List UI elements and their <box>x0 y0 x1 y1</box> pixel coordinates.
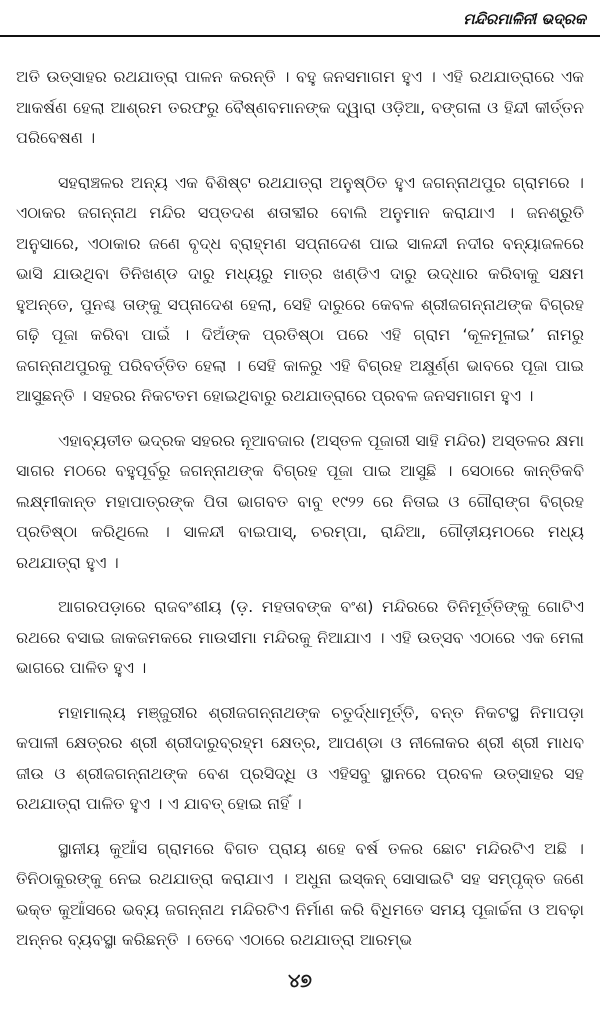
paragraph: ଏହାବ୍ୟତୀତ ଭଦ୍ରକ ସହରର ନୂଆବଜାର (ଅସ୍ତଳ ପୂଜାରୀ ସାହି ମନ୍ଦିର) ଅସ୍ତଳର କ୍ଷମା ସାଗର ମଠରେ ବହୁପୂର୍ବରୁ ଜଗନ୍ନାଥଙ୍କ ବିଗ୍ରହ ପୂଜା ପାଇ ଆସୁଛି । ସେଠାରେ କାନ୍ତିକବି ଲକ୍ଷ୍ମୀକାନ୍ତ ମହାପାତ୍ରଙ୍କ ପିତା ଭାଗବତ ବାବୁ ୧୯୨୨ ରେ ନିତାଇ ଓ ଗୌରାଙ୍ଗ ବିଗ୍ରହ ପ୍ରତିଷ୍ଠା କରିଥିଲେ । ସାଳନ୍ଦୀ ବାଇପାସ୍, ଚରମ୍ପା, ରାନ୍ଦିଆ, ଗୌଡ଼ୀୟମଠରେ ମଧ୍ୟ ରଥଯାତ୍ରା ହୁଏ । <box>16 430 584 572</box>
body-text <box>16 62 584 970</box>
paragraph: ଆଗରପଡ଼ାରେ ରାଜବଂଶୀୟ (ଡ଼. ମହତାବଙ୍କ ବଂଶ) ମନ୍ଦିରରେ ତିନିମୂର୍ତ୍ତିଙ୍କୁ ଗୋଟିଏ ରଥରେ ବସାଇ ଜାକଜମକରେ ମାଉସୀମା ମନ୍ଦିରକୁ ନିଆଯାଏ । ଏହି ଉତ୍ସବ ଏଠାରେ ଏକ ମେଳା ଭାଗରେ ପାଳିତ ହୁଏ । <box>16 597 584 677</box>
header-divider <box>0 35 600 37</box>
running-header-title: ମନ୍ଦିରମାଳିନୀ ଭଦ୍ରକ <box>463 10 586 28</box>
paragraph: ସହରାଞ୍ଚଳର ଅନ୍ୟ ଏକ ବିଶିଷ୍ଟ ରଥଯାତ୍ରା ଅନୁଷ୍ଠିତ ହୁଏ ଜଗନ୍ନାଥପୁର ଗ୍ରାମରେ । ଏଠାକର ଜଗନ୍ନାଥ ମନ୍ଦିର ସପ୍ତଦଶ ଶତାବ୍ଦୀର ବୋଲି ଅନୁମାନ କରାଯାଏ । ଜନଶ୍ରୁତି ଅନୁସାରେ, ଏଠାକାର ଜଣେ ବୃଦ୍ଧ ବ୍ରାହ୍ମଣ ସପ୍ନାଦେଶ ପାଇ ସାଳନ୍ଦୀ ନଦୀର ବନ୍ୟାଜଳରେ ଭାସି ଯାଉଥିବା ତିନିଖଣ୍ଡ ଦାରୁ ମଧ୍ୟରୁ ମାତ୍ର ଖଣ୍ଡିଏ ଦାରୁ ଉଦ୍ଧାର କରିବାକୁ ସକ୍ଷମ ହୁଅନ୍ତେ, ପୁନଶ୍ଚ ତାଙ୍କୁ ସପ୍ନାଦେଶ ହେଲା, ସେହି ଦାରୁରେ କେବଳ ଶ୍ରୀଜଗନ୍ନାଥଙ୍କ ବିଗ୍ରହ ଗଢ଼ି ପୂଜା କରିବା ପାଇଁ । ଦିଅଁଙ୍କ ପ୍ରତିଷ୍ଠା ପରେ ଏହି ଗ୍ରାମ ‘କୂଳମୂଳାଇ’ ନାମରୁ ଜଗନ୍ନାଥପୁରକୁ ପରିବର୍ତ୍ତିତ ହେଲା । ସେହି କାଳରୁ ଏହି ବିଗ୍ରହ ଅକ୍ଷୁର୍ଣ୍ଣ ଭାବରେ ପୂଜା ପାଇ ଆସୁଛନ୍ତି । ସହରର ନିକଟତମ ହୋଇଥିବାରୁ ରଥଯାତ୍ରାରେ ପ୍ରବଳ ଜନସମାଗମ ହୁଏ । <box>16 172 584 405</box>
paragraph: ଅତି ଉତ୍ସାହର ରଥଯାତ୍ରା ପାଳନ କରନ୍ତି । ବହୁ ଜନସମାଗମ ହୁଏ । ଏହି ରଥଯାତ୍ରାରେ ଏକ ଆକର୍ଷଣ ହେଲା ଆଶ୍ରମ ତରଫରୁ ବୈଷ୍ଣବମାନଙ୍କ ଦ୍ୱାରା ଓଡ଼ିଆ, ବଙ୍ଗଳା ଓ ହିନ୍ଦୀ କୀର୍ତ୍ତନ ପରିବେଷଣ । <box>16 67 584 147</box>
page-number: ୪୭ <box>288 970 312 992</box>
paragraph: ମହାମାଲ୍ୟ ମଞ୍ଜୁରୀର ଶ୍ରୀଜଗନ୍ନାଥଙ୍କ ଚତୁର୍ଦ୍ଧାମୂର୍ତ୍ତି, ବନ୍ତ ନିକଟସ୍ଥ ନିମାପଡ଼ା କପାଳୀ କ୍ଷେତ୍ରର ଶ୍ରୀ ଶ୍ରୀଦାରୁବ୍ରହ୍ମ କ୍ଷେତ୍ର, ଆପଣ୍ଡା ଓ ନୀଳୋକର ଶ୍ରୀ ଶ୍ରୀ ମାଧବ ଜୀଉ ଓ ଶ୍ରୀଜଗନ୍ନାଥଙ୍କ ବେଶ ପ୍ରସିଦ୍ଧି ଓ ଏହିସବୁ ସ୍ଥାନରେ ପ୍ରବଳ ଉତ୍ସାହର ସହ ରଥଯାତ୍ରା ପାଳିତ ହୁଏ । ଏ ଯାବତ୍ ହୋଇ ନାହିଁ । <box>16 702 584 813</box>
paragraph: ସ୍ଥାନୀୟ କୁଆଁସ ଗ୍ରାମରେ ବିଗତ ପ୍ରାୟ ଶହେ ବର୍ଷ ତଳର ଛୋଟ ମନ୍ଦିରଟିଏ ଅଛି । ତିନିଠାକୁରଙ୍କୁ ନେଇ ରଥଯାତ୍ରା କରାଯାଏ । ଅଧୁନା ଇସ୍କନ୍ ସୋସାଇଟି ସହ ସମ୍ପୃକ୍ତ ଜଣେ ଭକ୍ତ କୁଆଁସରେ ଭବ୍ୟ ଜଗନ୍ନାଥ ମନ୍ଦିରଟିଏ ନିର୍ମାଣ କରି ବିଧିମତେ ସମୟ ପୂଜାର୍ଚ୍ଚନା ଓ ଅବଢ଼ା ଅନ୍ନର ବ୍ୟବସ୍ଥା କରିଛନ୍ତି । ତେବେ ଏଠାରେ ରଥଯାତ୍ରା ଆରମ୍ଭ <box>16 838 584 949</box>
